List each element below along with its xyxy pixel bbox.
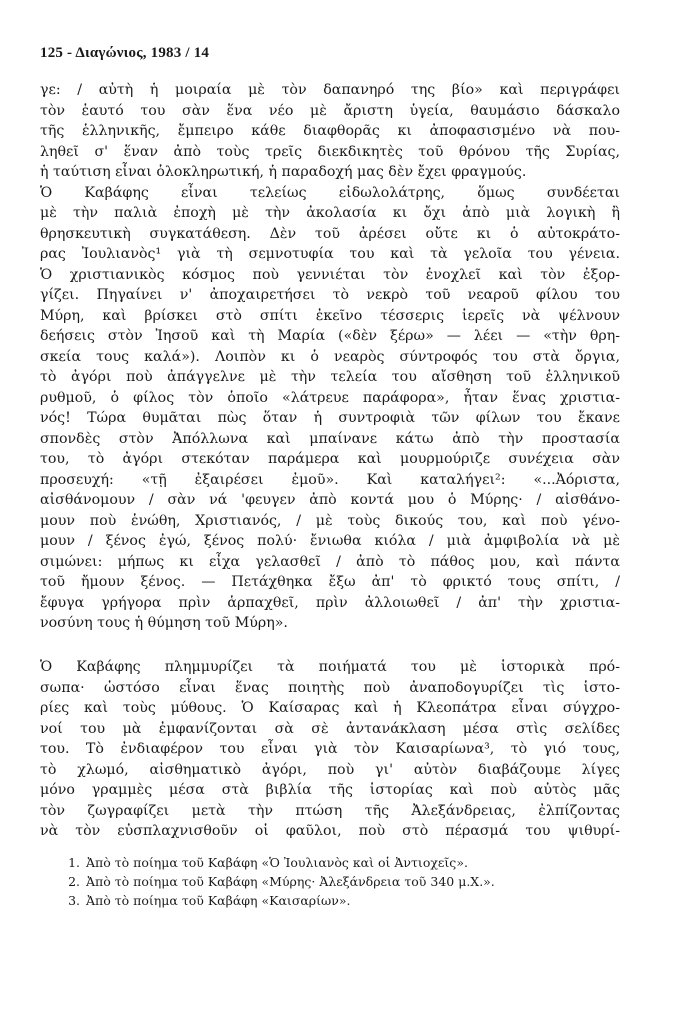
text-line: τὸ ἀγόρι ποὺ ἀπάγγελνε μὲ τὴν τελεία του αἴσθηση τοῦ ἑλληνικοῦ: [40, 369, 620, 385]
text-line: μόνο γραμμὲς μέσα στὰ βιβλία τῆς ἱστορίας καὶ ποὺ αὐτὸς μᾶς: [40, 782, 620, 798]
paragraph-2: [40, 657, 620, 842]
footnote: [40, 891, 640, 910]
text-line: προσευχή: «τῇ ἐξαιρέσει ἐμοῦ». Καὶ καταλήγει²: «...Ἀόριστα,: [40, 471, 620, 488]
text-line: μὲ τὴν παλιὰ ἐποχὴ μὲ τὴν ἀκολασία κι ὄχι ἀπὸ μιὰ λογικὴ ἢ: [40, 205, 620, 221]
text-line: Ὁ Καβάφης εἶναι τελείως εἰδωλολάτρης, ὅμως συνδέεται: [40, 184, 620, 201]
text-line: ληθεῖ σ' ἕναν ἀπὸ τοὺς τρεῖς διεκδικητὲς τοῦ θρόνου τῆς Συρίας,: [40, 143, 620, 160]
footnote-number: 1.: [68, 855, 80, 870]
text-line: τοῦ ἤμουν ξένος. — Πετάχθηκα ἔξω ἀπ' τὸ φρικτό τους σπίτι, /: [40, 574, 620, 590]
text-line: ρας Ἰουλιανὸς¹ γιὰ τὴ σεμνοτυφία του καὶ τὰ γελοῖα του γένεια.: [40, 246, 620, 262]
footnotes: [40, 853, 640, 910]
text-line: νὰ τὸν εὐσπλαχνισθοῦν οἱ φαῦλοι, ποὺ στὸ πέρασμά του ψιθυρί-: [40, 823, 620, 839]
footnote: [40, 853, 640, 872]
text-line: τῆς ἑλληνικῆς, ἔμπειρο κάθε διαφθορᾶς κι ἀποφασισμένο νὰ που-: [40, 123, 620, 139]
text-line: Ὁ χριστιανικὸς κόσμος ποὺ γεννιέται τὸν ἐνοχλεῖ καὶ τὸν ἐξορ-: [40, 266, 620, 283]
text-line: αἰσθάνομουν / σὰν νά 'φευγεν ἀπὸ κοντά μου ὁ Μύρης· / αἰσθάνο-: [40, 492, 620, 508]
footnote: [40, 872, 640, 891]
text-line: ἡ ταύτιση εἶναι ὁλοκληρωτική, ἡ παραδοχή μας δὲν ἔχει φραγμούς.: [40, 164, 527, 180]
text-line: Ὁ Καβάφης πλημμυρίζει τὰ ποιήματά του μὲ ἱστορικὰ πρό-: [40, 659, 620, 675]
paragraph-1: [40, 80, 620, 634]
text-line: του. Τὸ ἐνδιαφέρον του εἶναι γιὰ τὸν Καισαρίωνα³, τὸ γιό τους,: [40, 741, 620, 757]
text-line: τὸν ζωγραφίζει μετὰ τὴν πτώση τῆς Ἀλεξάνδρειας, ἐλπίζοντας: [40, 802, 620, 819]
text-line: γε: / αὐτὴ ἡ μοιραία μὲ τὸν δαπανηρό της βίο» καὶ περιγράφει: [40, 82, 620, 98]
footnote-text: Ἀπὸ τὸ ποίημα τοῦ Καβάφη «Μύρης· Ἀλεξάνδρεια τοῦ 340 μ.Χ.».: [86, 874, 495, 889]
text-line: νοσύνη τους ἡ θύμηση τοῦ Μύρη».: [40, 615, 288, 631]
text-line: σκεία τους καλά»). Λοιπὸν κι ὁ νεαρὸς σύντροφός του στὰ ὄργια,: [40, 348, 620, 365]
footnote-text: Ἀπὸ τὸ ποίημα τοῦ Καβάφη «Ὁ Ἰουλιανὸς καὶ οἱ Ἀντιοχεῖς».: [86, 855, 468, 870]
text-line: σιμώνει: μήπως κι εἶχα γελασθεῖ / ἀπὸ τὸ πάθος μου, καὶ πάντα: [40, 553, 620, 570]
text-line: του, τὸ ἀγόρι στεκόταν παράμερα καὶ μουρμούριζε συνέχεια σὰν: [40, 451, 620, 467]
text-line: σωπα· ὡστόσο εἶναι ἕνας ποιητὴς ποὺ ἀναποδογυρίζει τὶς ἱστο-: [40, 679, 620, 696]
text-line: ρίες καὶ τοὺς μύθους. Ὁ Καίσαρας καὶ ἡ Κλεοπάτρα εἶναι σύγχρο-: [40, 700, 620, 716]
text-line: μουν / ξένος ἐγώ, ξένος πολύ· ἔνιωθα κιόλα / μιὰ ἀμφιβολία νὰ μὲ: [40, 533, 620, 549]
text-line: ἔφυγα γρήγορα πρὶν ἁρπαχθεῖ, πρὶν ἀλλοιωθεῖ / ἀπ' τὴν χριστια-: [40, 594, 620, 611]
text-line: ρυθμοῦ, ὁ φίλος τὸν ὁποῖο «λάτρευε παράφορα», ἦταν ἕνας χριστια-: [40, 389, 620, 406]
text-line: μουν ποὺ ἑνώθη, Χριστιανός, / μὲ τοὺς δικούς του, καὶ ποὺ γένο-: [40, 512, 620, 529]
page-header: 125 - Διαγώνιος, 1983 / 14: [40, 45, 210, 61]
text-line: θρησκευτικὴ συγκατάθεση. Δὲν τοῦ ἀρέσει οὔτε κι ὁ αὐτοκράτο-: [40, 225, 620, 242]
text-line: τὸ χλωμό, αἰσθηματικὸ ἀγόρι, ποὺ γι' αὐτὸν διαβάζουμε λίγες: [40, 761, 620, 778]
text-line: γίζει. Πηγαίνει ν' ἀποχαιρετήσει τὸ νεκρὸ τοῦ νεαροῦ φίλου του: [40, 287, 620, 303]
text-line: νοί του μὰ ἐμφανίζονται σὰ σὲ ἀντανάκλαση μέσα στὶς σελίδες: [40, 720, 620, 737]
text-line: Μύρη, καὶ βρίσκει στὸ σπίτι ἐκεῖνο τέσσερις ἱερεῖς νὰ ψέλνουν: [40, 307, 620, 324]
text-line: τὸν ἑαυτό του σὰν ἕνα νέο μὲ ἄριστη ὑγεία, θαυμάσιο δάσκαλο: [40, 102, 620, 119]
footnote-number: 2.: [68, 874, 80, 889]
footnote-text: Ἀπὸ τὸ ποίημα τοῦ Καβάφη «Καισαρίων».: [86, 893, 351, 908]
text-line: σπονδὲς στὸν Ἀπόλλωνα καὶ μπαίνανε κάτω ἀπὸ τὴν προστασία: [40, 430, 620, 447]
text-line: δεήσεις στὸν Ἰησοῦ καὶ τὴ Μαρία («δὲν ξέρω» — λέει — «τὴν θρη-: [40, 328, 620, 344]
text-line: νός! Τώρα θυμᾶται πὼς ὅταν ἡ συντροφιὰ τῶν φίλων του ἔκανε: [40, 410, 620, 426]
footnote-number: 3.: [68, 893, 80, 908]
